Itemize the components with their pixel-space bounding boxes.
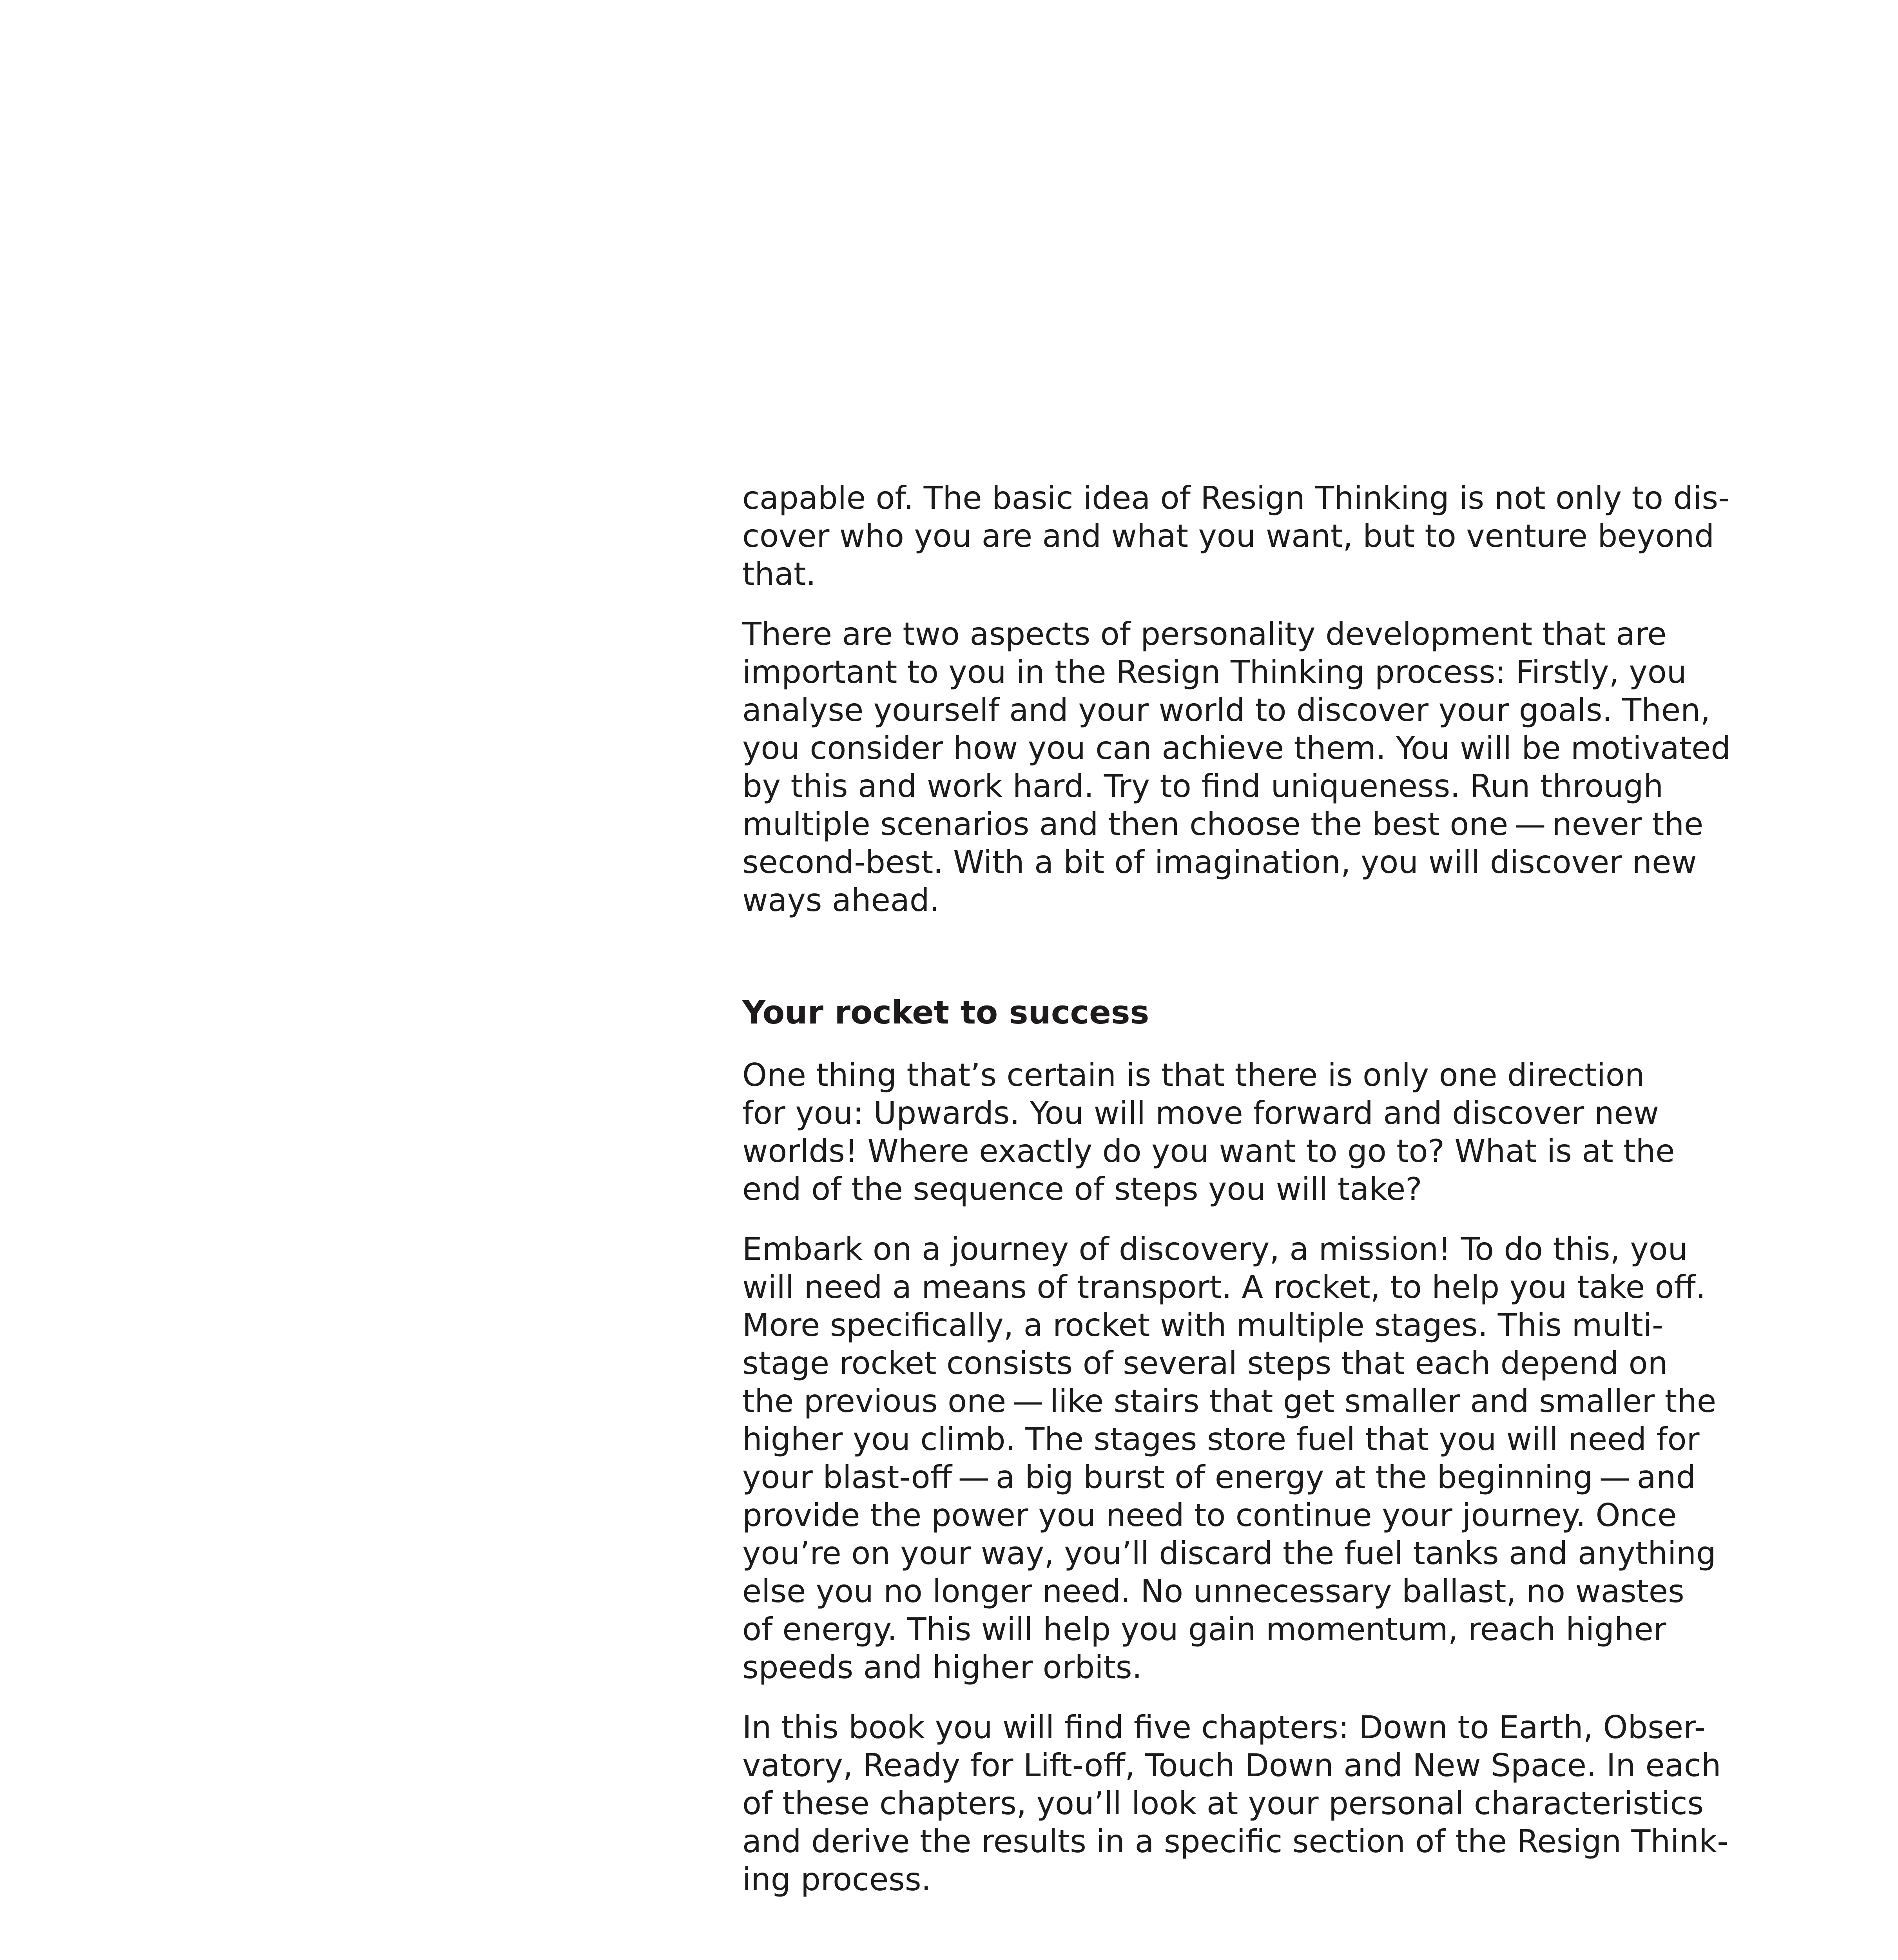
- text-line: for you: Upwards. You will move forward and discover new: [742, 1095, 1659, 1131]
- text-line: speeds and higher orbits.: [742, 1649, 1142, 1686]
- text-line: ways ahead.: [742, 882, 940, 918]
- section-paragraph-3: [742, 1708, 1729, 1898]
- text-line: your blast-off — a big burst of energy at the beginning — and: [742, 1459, 1696, 1495]
- intro-paragraph-2: [742, 615, 1731, 919]
- text-line: cover who you are and what you want, but to venture beyond: [742, 518, 1715, 554]
- text-line: you’re on your way, you’ll discard the fuel tanks and anything: [742, 1535, 1716, 1572]
- section-paragraph-2: [742, 1230, 1717, 1686]
- text-line: There are two aspects of personality development that are: [742, 616, 1667, 652]
- text-line: will need a means of transport. A rocket, to help you take off.: [742, 1269, 1706, 1305]
- text-line: of these chapters, you’ll look at your personal characteristics: [742, 1785, 1704, 1822]
- text-line: provide the power you need to continue your journey. Once: [742, 1497, 1677, 1534]
- text-line: second-best. With a bit of imagination, you will discover new: [742, 844, 1697, 880]
- text-line: that.: [742, 556, 816, 592]
- text-line: More specifically, a rocket with multiple stages. This multi-: [742, 1307, 1663, 1343]
- section-paragraph-1: [742, 1056, 1675, 1208]
- text-line: analyse yourself and your world to discover your goals. Then,: [742, 692, 1711, 728]
- text-line: by this and work hard. Try to find uniqueness. Run through: [742, 768, 1664, 804]
- text-line: Embark on a journey of discovery, a mission! To do this, you: [742, 1231, 1688, 1267]
- text-line: stage rocket consists of several steps that each depend on: [742, 1345, 1668, 1381]
- text-line: and derive the results in a specific section of the Resign Think-: [742, 1823, 1729, 1860]
- text-line: multiple scenarios and then choose the best one — never the: [742, 806, 1704, 842]
- text-line: capable of. The basic idea of Resign Thinking is not only to dis-: [742, 480, 1729, 516]
- text-line: ing process.: [742, 1861, 931, 1898]
- text-line: important to you in the Resign Thinking process: Firstly, you: [742, 654, 1687, 690]
- text-line: vatory, Ready for Lift-off, Touch Down and New Space. In each: [742, 1747, 1721, 1784]
- text-line: you consider how you can achieve them. You will be motivated: [742, 730, 1731, 766]
- text-column: [742, 479, 1731, 1920]
- text-line: worlds! Where exactly do you want to go to? What is at the: [742, 1133, 1675, 1169]
- text-line: end of the sequence of steps you will take?: [742, 1171, 1422, 1207]
- text-line: else you no longer need. No unnecessary ballast, no wastes: [742, 1573, 1684, 1610]
- section-heading: Your rocket to success: [742, 994, 1149, 1031]
- intro-paragraph-1: [742, 479, 1729, 593]
- text-line: the previous one — like stairs that get smaller and smaller the: [742, 1383, 1717, 1419]
- text-line: One thing that’s certain is that there is only one direction: [742, 1057, 1645, 1093]
- text-line: higher you climb. The stages store fuel that you will need for: [742, 1421, 1700, 1457]
- text-line: of energy. This will help you gain momentum, reach higher: [742, 1611, 1666, 1648]
- text-line: In this book you will find five chapters: Down to Earth, Obser-: [742, 1709, 1706, 1746]
